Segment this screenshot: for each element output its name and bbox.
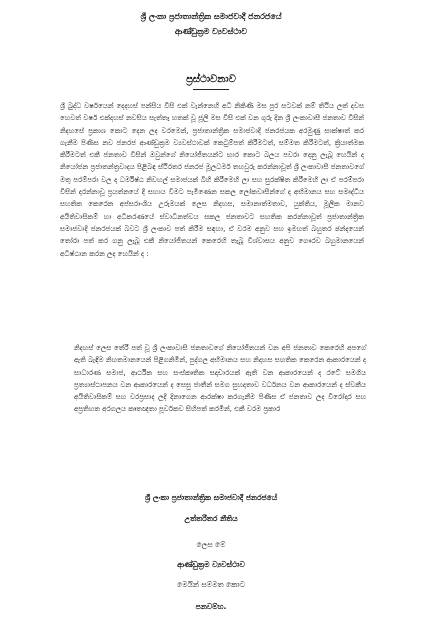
- document-header-line1: ශ්‍රී ලංකා ප්‍රජාතාන්ත්‍රික සමාජවාදී ජනරජයේ: [140, 12, 282, 21]
- footer-line4: ආණ්ඩුක්‍රම ව්‍යවස්ථාව: [177, 560, 245, 569]
- preamble-title: ප්‍රස්ථාවනාව: [186, 74, 236, 85]
- footer-line6: පනවම්හ.: [195, 602, 227, 611]
- footer-line1: ශ්‍රී ලංකා ප්‍රජාතාන්ත්‍රික සමාජවාදී ජනරජයේ: [144, 493, 278, 502]
- preamble-paragraph-2: නිදහස් ලෙස තේරී පත් වූ ශ්‍රී ලංකාවාසී ජනතාවගේ නියෝජිතයන් වන අපි ජනතාව කෙරෙහි අපගේ ඇති බැඳීම නිහතමානයෙන් පිළිගනිමින්, පුද්ගල අභිමානය සහ නිදහස සහතික කෙරෙන ආකාරයෙන් ද සාධාරණ සමාජ, ආර්ථික සහ සංස්කෘතික සදාචාරයක් ඇති වන ආකාරයෙන් ද රටේ සමගිය ප්‍රත්‍යාස්ථාපනය වන ආකාරයෙන් ද සෙසු ජාතීන් සමග සුහදතාව වර්ධනය වන ආකාරයෙන් ද ස්වකීය අයිතිවාසිකම් සහ වරප්‍රසාද ලදී දිනාගෙන ආරක්ෂා කරගැනීම පිණිස ඒ ජනතාව ලද වීරෝදාර සහ අප්‍රතිහත අරගලය කෘතඥතා පූර්වකව සිහිපත් කරමින්, එකී වරම ප්‍රකාර: [74, 344, 366, 414]
- footer-line2: උත්තරීතර නීතිය: [184, 514, 238, 523]
- footer-line3: ලෙස මේ: [196, 540, 226, 549]
- document-header-line2: ආණ්ඩුක්‍රම ව්‍යවස්ථාව: [174, 27, 248, 36]
- preamble-paragraph-1: ශ්‍රී බුද්ධ වර්ෂයෙන් දෙදහස් පන්සිය විසි එක් වැන්නෙහි අධි නිකිණි මස පුර සටවක් නම් තිථිය ලත් දවස හෙවත් වර්ෂ එක්දහස් නවසිය සැත්තෑ හතක් වූ ජූලි මස විසි එක් වන ගුරු දින ශ්‍රී ලංකාවාසී ජනතාව විසින් නිදහසේ ප්‍රකාශ කොට දෙන ලද වරමෙන්, ප්‍රජාතාන්ත්‍රික සමාජවාදී ජනරජයක අරමුණු සාක්ෂාත් කර ගැනීම පිණිස නව ජනරජ ආණ්ඩුක්‍රම ව්‍යවස්ථාවක් කෙටුම්පත් කිරීමටත්, සම්මත කිරීමටත්, ක්‍රියාත්මක කිරීමටත් එකී ජනතාව විසින් ඔවුන්ගේ නියෝජිතයන්ට භාර කොට බලය පවරා දෙනු ලැබූ හෙයින් ද නියෝජන ප්‍රජාතන්ත්‍රවාදය පිළිබඳ ස්ථිරතර ජනරජ මූලධර්ම තහවුරු කරන්නාවූත් ශ්‍රී ලංකාවාසී ජනතාවගේ මතු පරම්පරා වල ද ධර්මිෂ්ඨ නිවහල් සමාජයක් බිහි කිරීමෙහි ලා සහ සුරක්ෂිත කිරීමෙහි ලා ඒ පරම්පරා විසින් දරන්නාවූ ප්‍රයත්නයේ දී සහාය වීමට පැමිණෙන සකල ලෝකවාසීන්ගේ ද අභිමානය සහ සමෘද්ධිය සහතික කෙරෙන අප්සරාංශිය උරුමයක් ලෙස නිදහස, සමානාත්මතාව, යුක්තිය, මූලික මානව අයිතිවාසිකම් හා අධිකරණයේ ස්වාධීනත්වය සකල ජනතාවට සහතික කරන්නාවූත් ප්‍රජාතාන්ත්‍රික සමාජවාදී ජනරජයක් බවට ශ්‍රී ලංකාව පත් කිරීම සඳහා, ඒ වරම අනුව සහ ඉමහත් බහුතර ඡන්දයෙන් තෝරා පත් කර ගනු ලැබූ එකී නියෝජිතයන් කෙරෙහි තැබූ විශ්වාසය අනුව ගෞරව බහුමානයෙන් අධිෂ්ඨාන කරන ලද හෙයින් ද :: [60, 102, 364, 258]
- title-underline: [193, 89, 229, 90]
- footer-line5: මෙයින් සම්මත කොට: [176, 580, 246, 589]
